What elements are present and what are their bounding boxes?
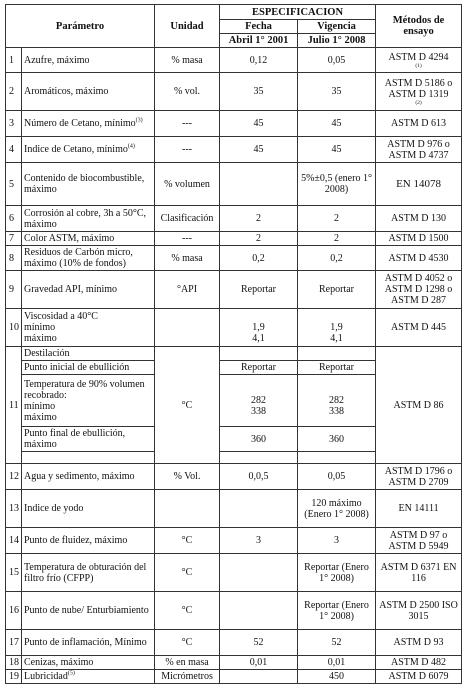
row-number: 3: [6, 111, 22, 137]
row-v2: 0,2: [298, 246, 376, 271]
row-unit: Clasificación: [155, 206, 220, 232]
row-number: 19: [6, 670, 22, 684]
row-v1: Reportar: [220, 361, 298, 375]
row-v2: 45: [298, 137, 376, 163]
table-row: [6, 48, 462, 73]
param-text: Número de Cetano, mínimo: [24, 118, 136, 129]
row-param: [22, 670, 155, 684]
footnote-ref: (2): [415, 99, 422, 106]
value-max: 338: [329, 406, 345, 417]
row-v1: [220, 163, 298, 206]
table-row: [6, 271, 462, 309]
table-row: [6, 592, 462, 630]
row-v2: Reportar (Enero 1° 2008): [298, 592, 376, 630]
row-method: EN 14111: [376, 490, 462, 528]
row-v2: 0,01: [298, 656, 376, 670]
row-param-destilacion: Destilación: [22, 347, 155, 361]
footnote-ref: (4): [127, 143, 135, 150]
row-param-final: Punto final de ebullición, máximo: [22, 427, 155, 452]
row-v1: 35: [220, 73, 298, 111]
row-v1: [220, 670, 298, 684]
row-method: ASTM D 2500 ISO 3015: [376, 592, 462, 630]
param-min-label: mínimo: [24, 322, 56, 333]
param-text: Viscosidad a 40°C: [24, 311, 98, 322]
row-number: 10: [6, 309, 22, 347]
header-especificacion: ESPECIFICACION: [220, 5, 376, 20]
row-v2: 2: [298, 206, 376, 232]
row-v2: Reportar: [298, 361, 376, 375]
row-method: ASTM D 482: [376, 656, 462, 670]
row-number: 5: [6, 163, 22, 206]
row-v1: 0,01: [220, 656, 298, 670]
row-number: 1: [6, 48, 22, 73]
header-vigencia: Vigencia: [298, 20, 376, 34]
row-unit: °API: [155, 271, 220, 309]
row-method: ASTM D 97 o ASTM D 5949: [376, 528, 462, 554]
row-method: ASTM D 4530: [376, 246, 462, 271]
value-max: 4,1: [330, 333, 343, 344]
header-julio: Julio 1° 2008: [298, 34, 376, 48]
param-text: Temperatura de 90% volumen recobrado:: [24, 378, 145, 401]
table-row: [6, 670, 462, 684]
row-param: Azufre, máximo: [22, 48, 155, 73]
row-v2: Reportar: [298, 271, 376, 309]
row-v2: 0,05: [298, 48, 376, 73]
table-row: [6, 347, 462, 361]
row-v2: 0,05: [298, 464, 376, 490]
empty-cell: [220, 452, 298, 464]
row-param: [22, 309, 155, 347]
row-method: ASTM D 445: [376, 309, 462, 347]
row-v1: [220, 554, 298, 592]
row-param: Corrosión al cobre, 3h a 50°C, máximo: [22, 206, 155, 232]
row-v2: 120 máximo (Enero 1° 2008): [298, 490, 376, 528]
row-number: 8: [6, 246, 22, 271]
row-v1: 360: [220, 427, 298, 452]
param-text: Indice de Cetano, mínimo: [24, 144, 128, 155]
row-method: ASTM D 976 o ASTM D 4737: [376, 137, 462, 163]
row-v1: 45: [220, 111, 298, 137]
row-number: 2: [6, 73, 22, 111]
value-min: 1,9: [252, 322, 265, 333]
table-row: [6, 137, 462, 163]
row-param: Color ASTM, máximo: [22, 232, 155, 246]
row-unit: ---: [155, 232, 220, 246]
row-unit: % vol.: [155, 73, 220, 111]
row-v2: [298, 375, 376, 427]
row-param: Punto de nube/ Enturbiamiento: [22, 592, 155, 630]
row-param: Indice de yodo: [22, 490, 155, 528]
row-unit: ---: [155, 111, 220, 137]
value-min: 282: [329, 395, 345, 406]
row-unit: [155, 490, 220, 528]
method-text: ASTM D 5186 o ASTM D 1319: [384, 77, 453, 100]
row-param-ebullicion: Punto inicial de ebullición: [22, 361, 155, 375]
header-unidad: Unidad: [155, 5, 220, 48]
spec-table: [5, 4, 462, 684]
row-unit: % volumen: [155, 163, 220, 206]
value-min: 282: [251, 395, 267, 406]
table-row: [6, 464, 462, 490]
table-row: [6, 111, 462, 137]
row-unit: °C: [155, 554, 220, 592]
method-text: ASTM D 4294: [388, 51, 449, 63]
row-v1: [220, 592, 298, 630]
row-v1: [220, 375, 298, 427]
row-v1: 2: [220, 232, 298, 246]
row-param-temperatura: [22, 375, 155, 427]
row-param: Punto de inflamación, Mínimo: [22, 630, 155, 656]
header-fecha: Fecha: [220, 20, 298, 34]
row-v2: 5%±0,5 (enero 1° 2008): [298, 163, 376, 206]
row-v1: 45: [220, 137, 298, 163]
row-method: ASTM D 130: [376, 206, 462, 232]
header-parametro: Parámetro: [6, 5, 155, 48]
row-param: Cenizas, máximo: [22, 656, 155, 670]
param-text: Lubricidad: [24, 671, 68, 682]
row-unit: °C: [155, 592, 220, 630]
empty-cell: [220, 347, 298, 361]
table-row: [6, 309, 462, 347]
param-max-label: máximo: [24, 411, 57, 423]
footnote-ref: (3): [135, 117, 143, 124]
row-number: 13: [6, 490, 22, 528]
row-param: Aromáticos, máximo: [22, 73, 155, 111]
row-v2: 360: [298, 427, 376, 452]
row-unit: °C: [155, 528, 220, 554]
footnote-ref: (5): [67, 670, 75, 677]
param-min-label: mínimo: [24, 400, 56, 412]
table-row: [6, 656, 462, 670]
row-v2: 2: [298, 232, 376, 246]
row-v1: Reportar: [220, 271, 298, 309]
table-row: [6, 554, 462, 592]
row-number: 11: [6, 347, 22, 464]
row-number: 6: [6, 206, 22, 232]
table-row: [6, 246, 462, 271]
row-method: ASTM D 1500: [376, 232, 462, 246]
table-row: [6, 232, 462, 246]
value-max: 4,1: [252, 333, 265, 344]
header-metodos: Métodos de ensayo: [376, 5, 462, 48]
row-v2: 3: [298, 528, 376, 554]
row-unit: % masa: [155, 246, 220, 271]
row-method: ASTM D 6079: [376, 670, 462, 684]
row-method: ASTM D 6371 EN 116: [376, 554, 462, 592]
row-param: Gravedad API, mínimo: [22, 271, 155, 309]
row-param: [22, 111, 155, 137]
table-row: [6, 630, 462, 656]
row-number: 18: [6, 656, 22, 670]
row-number: 17: [6, 630, 22, 656]
row-number: 15: [6, 554, 22, 592]
row-method: ASTM D 93: [376, 630, 462, 656]
row-method: [376, 73, 462, 111]
row-number: 7: [6, 232, 22, 246]
value-max: 338: [251, 406, 267, 417]
row-unit: [155, 309, 220, 347]
row-unit: °C: [155, 347, 220, 464]
row-unit: ---: [155, 137, 220, 163]
row-unit: % Vol.: [155, 464, 220, 490]
row-number: 12: [6, 464, 22, 490]
row-unit: °C: [155, 630, 220, 656]
row-param: Agua y sedimento, máximo: [22, 464, 155, 490]
row-unit: % en masa: [155, 656, 220, 670]
table-row: [6, 163, 462, 206]
value-min: 1,9: [330, 322, 343, 333]
row-v1: 3: [220, 528, 298, 554]
row-v2: [298, 309, 376, 347]
row-method: EN 14078: [376, 163, 462, 206]
table-row: [6, 73, 462, 111]
row-method: ASTM D 1796 o ASTM D 2709: [376, 464, 462, 490]
row-method: ASTM D 4052 o ASTM D 1298 o ASTM D 287: [376, 271, 462, 309]
row-method: ASTM D 613: [376, 111, 462, 137]
row-method: ASTM D 86: [376, 347, 462, 464]
empty-cell: [22, 452, 155, 464]
row-param: Contenido de biocombustible, máximo: [22, 163, 155, 206]
param-max-label: máximo: [24, 333, 57, 344]
row-v1: 0,0,5: [220, 464, 298, 490]
row-v2: 45: [298, 111, 376, 137]
row-param: Residuos de Carbón micro, máximo (10% de fondos): [22, 246, 155, 271]
row-v1: 2: [220, 206, 298, 232]
row-number: 14: [6, 528, 22, 554]
row-param: Temperatura de obturación del filtro frío (CFPP): [22, 554, 155, 592]
row-method: [376, 48, 462, 73]
row-v1: 0,2: [220, 246, 298, 271]
row-v1: 52: [220, 630, 298, 656]
row-v2: Reportar (Enero 1° 2008): [298, 554, 376, 592]
row-unit: Micrómetros: [155, 670, 220, 684]
header-abril: Abril 1° 2001: [220, 34, 298, 48]
row-number: 9: [6, 271, 22, 309]
row-v2: 35: [298, 73, 376, 111]
empty-cell: [298, 347, 376, 361]
row-number: 4: [6, 137, 22, 163]
footnote-ref: (1): [415, 62, 422, 69]
row-number: 16: [6, 592, 22, 630]
row-v2: 52: [298, 630, 376, 656]
row-v1: [220, 309, 298, 347]
row-v1: [220, 490, 298, 528]
row-param: [22, 137, 155, 163]
table-row: [6, 490, 462, 528]
row-v1: 0,12: [220, 48, 298, 73]
row-unit: % masa: [155, 48, 220, 73]
row-v2: 450: [298, 670, 376, 684]
table-row: [6, 528, 462, 554]
empty-cell: [298, 452, 376, 464]
table-row: [6, 206, 462, 232]
row-param: Punto de fluidez, máximo: [22, 528, 155, 554]
